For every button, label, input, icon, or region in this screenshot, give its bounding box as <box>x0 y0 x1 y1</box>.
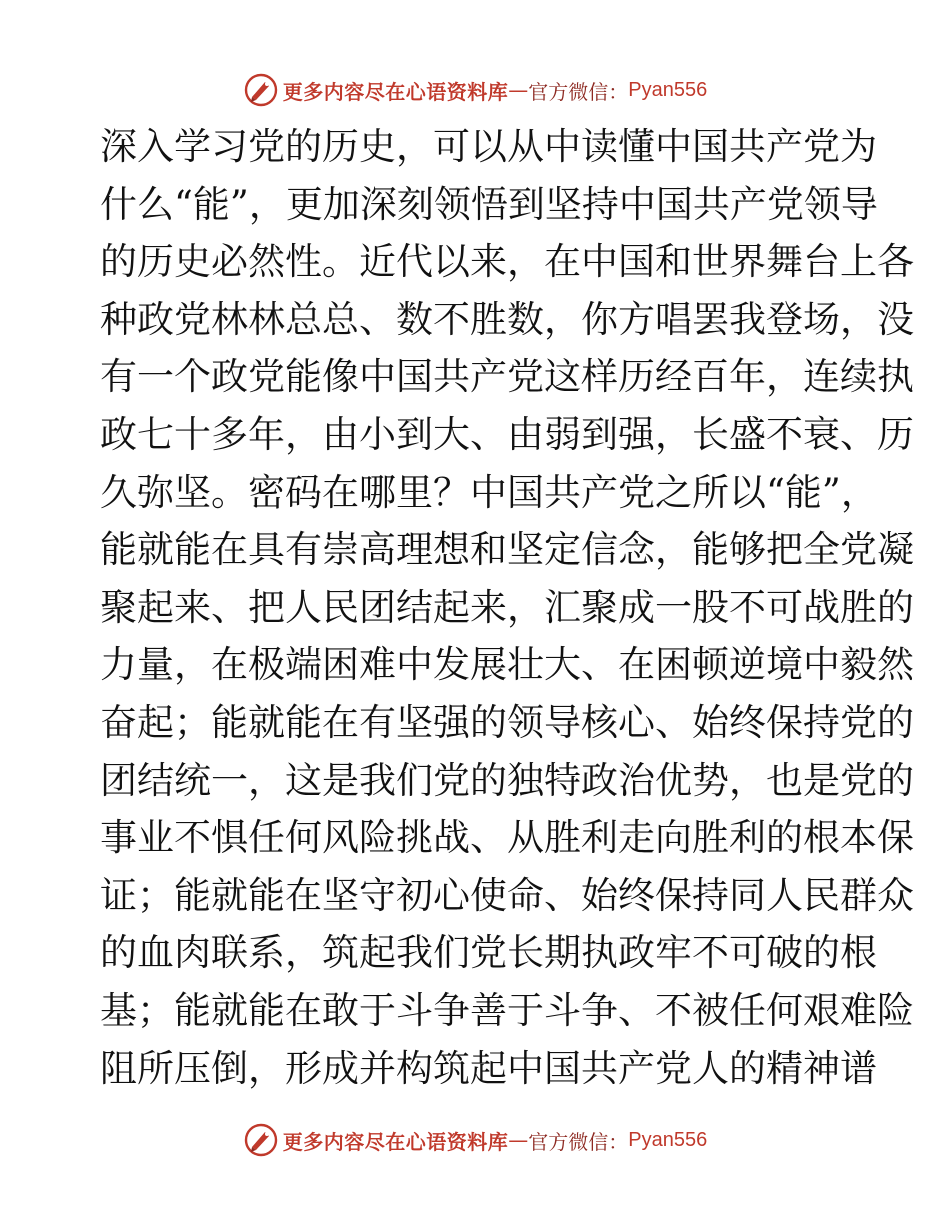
body-line: 政七十多年，由小到大、由弱到强，长盛不衰、历 <box>100 412 914 456</box>
body-line: 证；能就能在坚守初心使命、始终保持同人民群众 <box>100 873 914 917</box>
body-line: 能就能在具有崇高理想和坚定信念，能够把全党凝 <box>100 528 914 572</box>
article-body <box>100 118 914 1097</box>
header-separator: — <box>508 78 529 102</box>
body-line: 什么“能”，更加深刻领悟到坚持中国共产党领导 <box>100 182 878 226</box>
body-line: 种政党林林总总、数不胜数，你方唱罢我登场，没 <box>100 297 914 341</box>
header-banner <box>0 70 950 110</box>
body-line: 基；能就能在敢于斗争善于斗争、不被任何艰难险 <box>100 988 914 1032</box>
footer-account-id: Pyan556 <box>628 1128 708 1151</box>
body-line: 事业不惧任何风险挑战、从胜利走向胜利的根本保 <box>100 816 914 860</box>
body-line: 奋起；能就能在有坚强的领导核心、始终保持党的 <box>100 700 914 744</box>
header-account-id: Pyan556 <box>628 78 708 101</box>
body-line: 聚起来、把人民团结起来，汇聚成一股不可战胜的 <box>100 585 914 629</box>
header-brand-text: 更多内容尽在心语资料库 <box>282 79 509 104</box>
footer-separator: — <box>508 1128 529 1152</box>
pen-logo-icon <box>243 1122 279 1158</box>
body-line: 团结统一，这是我们党的独特政治优势，也是党的 <box>100 758 914 802</box>
footer-wechat-label: 官方微信： <box>528 1129 629 1154</box>
body-line: 力量，在极端困难中发展壮大、在困顿逆境中毅然 <box>100 643 914 687</box>
body-line: 久弥坚。密码在哪里？中国共产党之所以“能”， <box>100 470 878 514</box>
body-line: 阻所压倒，形成并构筑起中国共产党人的精神谱 <box>100 1046 877 1090</box>
footer-banner <box>0 1120 950 1160</box>
header-wechat-label: 官方微信： <box>528 79 629 104</box>
body-line: 深入学习党的历史，可以从中读懂中国共产党为 <box>100 125 877 168</box>
body-line: 的历史必然性。近代以来，在中国和世界舞台上各 <box>100 240 914 284</box>
footer-brand-text: 更多内容尽在心语资料库 <box>282 1129 509 1154</box>
pen-logo-icon <box>243 72 279 108</box>
body-line: 的血肉联系，筑起我们党长期执政牢不可破的根 <box>100 931 877 975</box>
body-line: 有一个政党能像中国共产党这样历经百年，连续执 <box>100 355 914 399</box>
